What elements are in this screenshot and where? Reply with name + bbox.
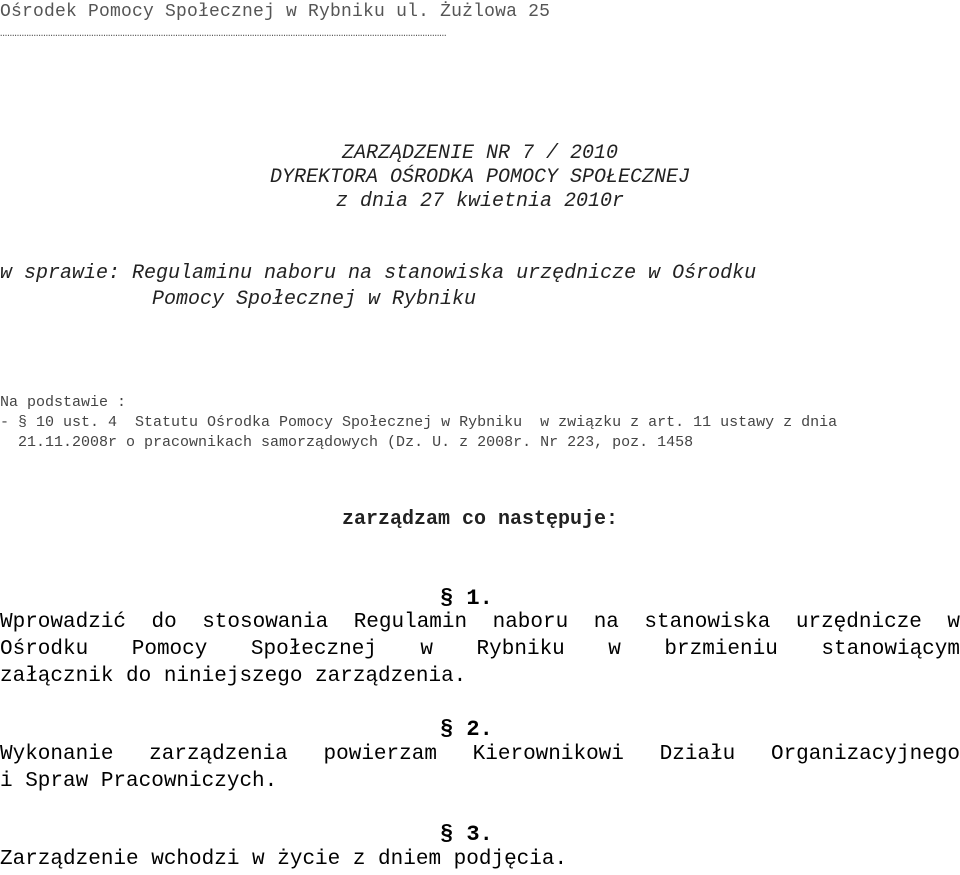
legal-basis-label: Na podstawie :	[0, 394, 127, 411]
institution-header: Ośrodek Pomocy Społecznej w Rybniku ul. Żużlowa 25	[0, 2, 551, 22]
legal-basis-line-2: 21.11.2008r o pracownikach samorządowych (Dz. U. z 2008r. Nr 223, poz. 1458	[18, 434, 694, 451]
section-1-line-2: Ośrodku Pomocy Społecznej w Rybniku w brzmieniu stanowiącym	[0, 638, 960, 661]
section-mark-1: § 1.	[440, 586, 493, 611]
section-2-line-2: i Spraw Pracowniczych.	[0, 770, 278, 793]
order-title: ZARZĄDZENIE NR 7 / 2010	[341, 142, 619, 165]
legal-basis-line-1: - § 10 ust. 4 Statutu Ośrodka Pomocy Społecznej w Rybniku w związku z art. 11 ustawy z dnia	[0, 414, 838, 431]
dotted-separator: ……………………………………………………………………………………………………………………………………………………………………	[0, 26, 447, 40]
section-1-line-1: Wprowadzić do stosowania Regulamin naboru na stanowiska urzędnicze w	[0, 611, 960, 634]
section-1-line-3: załącznik do niniejszego zarządzenia.	[0, 665, 467, 688]
ordering-clause: zarządzam co następuje:	[341, 508, 619, 531]
section-mark-3: § 3.	[440, 822, 493, 847]
section-mark-2: § 2.	[440, 717, 493, 742]
section-3-line-1: Zarządzenie wchodzi w życie z dniem podjęcia.	[0, 848, 568, 871]
section-2-line-1: Wykonanie zarządzenia powierzam Kierownikowi Działu Organizacyjnego	[0, 743, 960, 766]
order-issuer: DYREKTORA OŚRODKA POMOCY SPOŁECZNEJ	[269, 166, 691, 189]
subject-line-2: Pomocy Społecznej w Rybniku	[152, 288, 477, 311]
order-date: z dnia 27 kwietnia 2010r	[335, 190, 625, 213]
subject-line-1: w sprawie: Regulaminu naboru na stanowiska urzędnicze w Ośrodku	[0, 262, 757, 285]
